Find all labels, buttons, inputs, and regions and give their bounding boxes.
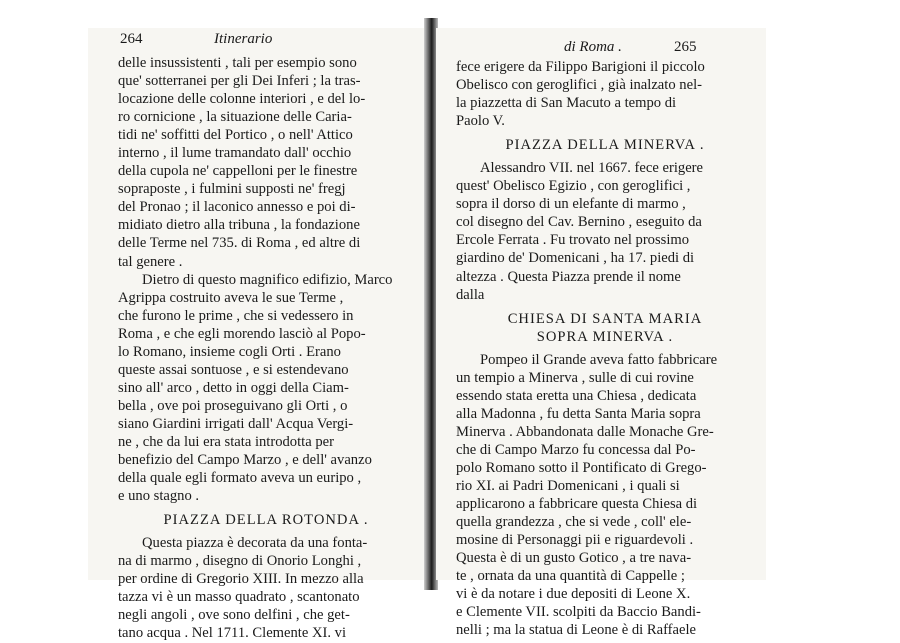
text-line: della cupola ne' cappelloni per le finestre bbox=[118, 163, 358, 180]
text-line: Questa piazza è decorata da una fonta- bbox=[142, 535, 368, 552]
text-line: col disegno del Cav. Bernino , eseguito da bbox=[456, 214, 702, 231]
text-line: quella grandezza , che si vede , coll' ele- bbox=[456, 514, 692, 531]
text-line: queste assai sontuose , e si estendevano bbox=[118, 361, 349, 378]
heading-line: SOPRA MINERVA . bbox=[536, 328, 674, 345]
text-line: rio XI. ai Padri Domenicani , i quali si bbox=[456, 478, 680, 495]
text-line: siano Giardini irrigati dall' Acqua Vergi- bbox=[118, 415, 354, 432]
paragraph bbox=[118, 534, 414, 642]
text-line: Dietro di questo magnifico edifizio, Marco bbox=[142, 271, 393, 288]
text-line: polo Romano sotto il Pontificato di Grego- bbox=[456, 459, 707, 476]
left-page bbox=[88, 28, 426, 642]
text-line: che furono le prime , che si vedessero in bbox=[118, 307, 354, 324]
text-line: sino all' arco , detto in oggi della Ciam- bbox=[118, 379, 349, 396]
text-line: lo Romano, insieme cogli Orti . Erano bbox=[118, 343, 341, 360]
text-line: Alessandro VII. nel 1667. fece erigere bbox=[480, 160, 704, 177]
text-line: ro cornicione , la situazione delle Caria- bbox=[118, 109, 352, 126]
section-heading: PIAZZA DELLA ROTONDA . bbox=[163, 512, 369, 529]
text-line: applicarono a fabbricare questa Chiesa di bbox=[456, 496, 698, 513]
text-line: per ordine di Gregorio XIII. In mezzo alla bbox=[118, 571, 364, 588]
text-line: altezza . Questa Piazza prende il nome bbox=[456, 268, 681, 285]
text-line: alla Madonna , fu detta Santa Maria sopra bbox=[456, 405, 701, 422]
paragraph bbox=[456, 58, 754, 130]
text-line: interno , il lume tramandato dall' occhio bbox=[118, 145, 352, 162]
text-line: mosine di Personaggi pii e riguardevoli . bbox=[456, 532, 694, 549]
text-line: e uno stagno . bbox=[118, 488, 200, 505]
text-line: tal genere . bbox=[118, 253, 183, 270]
section-heading bbox=[456, 310, 754, 346]
text-line: Minerva . Abbandonata dalle Monache Gre- bbox=[456, 423, 714, 440]
paragraph bbox=[118, 271, 414, 506]
right-text-column bbox=[456, 58, 754, 639]
text-line: la piazzetta di San Macuto a tempo di bbox=[456, 95, 677, 112]
text-line: Pompeo il Grande aveva fatto fabbricare bbox=[480, 351, 718, 368]
left-text-column bbox=[118, 54, 414, 643]
page-number: 265 bbox=[674, 39, 697, 55]
text-line: delle Terme nel 735. di Roma , ed altre di bbox=[118, 235, 361, 252]
text-line: Agrippa costruito aveva le sue Terme , bbox=[118, 289, 344, 306]
text-line: Obelisco con geroglifici , già inalzato nel- bbox=[456, 77, 702, 94]
text-line: sopraposte , i fulmini supposti ne' fregj bbox=[118, 181, 346, 198]
text-line: te , ornata da una quantità di Cappelle ; bbox=[456, 568, 685, 585]
right-page bbox=[436, 28, 766, 639]
text-line: quest' Obelisco Egizio , con geroglifici , bbox=[456, 178, 691, 195]
page-number: 264 bbox=[120, 31, 143, 47]
text-line: un tempio a Minerva , sulle di cui rovine bbox=[456, 369, 694, 386]
text-line: fece erigere da Filippo Barigioni il piccolo bbox=[456, 59, 705, 75]
text-line: dalla bbox=[456, 286, 485, 303]
text-line: che di Campo Marzo fu concessa dal Po- bbox=[456, 441, 696, 458]
text-line: tazza vi è un masso quadrato , scantonato bbox=[118, 589, 360, 606]
running-head: di Roma . bbox=[564, 39, 622, 55]
text-line: Roma , e che egli morendo lasciò al Popo- bbox=[118, 325, 366, 342]
text-line: della quale egli formato aveva un euripo , bbox=[118, 470, 362, 487]
running-head: Itinerario bbox=[214, 31, 273, 47]
text-line: locazione delle colonne interiori , e del lo- bbox=[118, 91, 366, 108]
text-line: Questa è di un gusto Gotico , a tre nava- bbox=[456, 550, 692, 567]
text-line: midiato dietro alla tribuna , la fondazione bbox=[118, 217, 360, 234]
text-line: nelli ; ma la statua di Leone è di Raffaele bbox=[456, 622, 697, 639]
text-line: que' sotterranei per gli Dei Inferi ; la tras- bbox=[118, 73, 361, 90]
left-page-header bbox=[88, 28, 426, 50]
paragraph bbox=[118, 54, 414, 271]
text-line: e Clemente VII. scolpiti da Baccio Bandi- bbox=[456, 604, 701, 621]
section-heading: PIAZZA DELLA MINERVA . bbox=[505, 137, 705, 154]
paragraph bbox=[456, 159, 754, 303]
text-line: Paolo V. bbox=[456, 113, 505, 130]
text-line: essendo stata eretta una Chiesa , dedicata bbox=[456, 387, 697, 404]
paragraph bbox=[456, 351, 754, 640]
text-line: sopra il dorso di un elefante di marmo , bbox=[456, 196, 686, 213]
text-line: na di marmo , disegno di Onorio Longhi , bbox=[118, 553, 362, 570]
text-line: Ercole Ferrata . Fu trovato nel prossimo bbox=[456, 232, 690, 249]
text-line: ne , che da lui era stata introdotta per bbox=[118, 433, 334, 450]
heading-line: CHIESA DI SANTA MARIA bbox=[507, 310, 703, 327]
text-line: bella , ove poi proseguivano gli Orti , o bbox=[118, 397, 348, 414]
text-line: benefizio del Campo Marzo , e dell' avanzo bbox=[118, 452, 372, 469]
text-line: giardino de' Domenicani , ha 17. piedi di bbox=[456, 250, 695, 267]
text-line: del Pronao ; il laconico annesso e poi di- bbox=[118, 199, 356, 216]
right-page-header bbox=[436, 28, 766, 55]
text-line: tidi ne' soffitti del Portico , o nell' Attico bbox=[118, 127, 353, 144]
text-line: vi è da notare i due depositi di Leone X. bbox=[456, 586, 691, 603]
text-line: negli angoli , ove sono delfini , che get- bbox=[118, 607, 350, 624]
text-line: delle insussistenti , tali per esempio sono bbox=[118, 55, 357, 71]
text-line: tano acqua . Nel 1711. Clemente XI. vi bbox=[118, 625, 347, 642]
